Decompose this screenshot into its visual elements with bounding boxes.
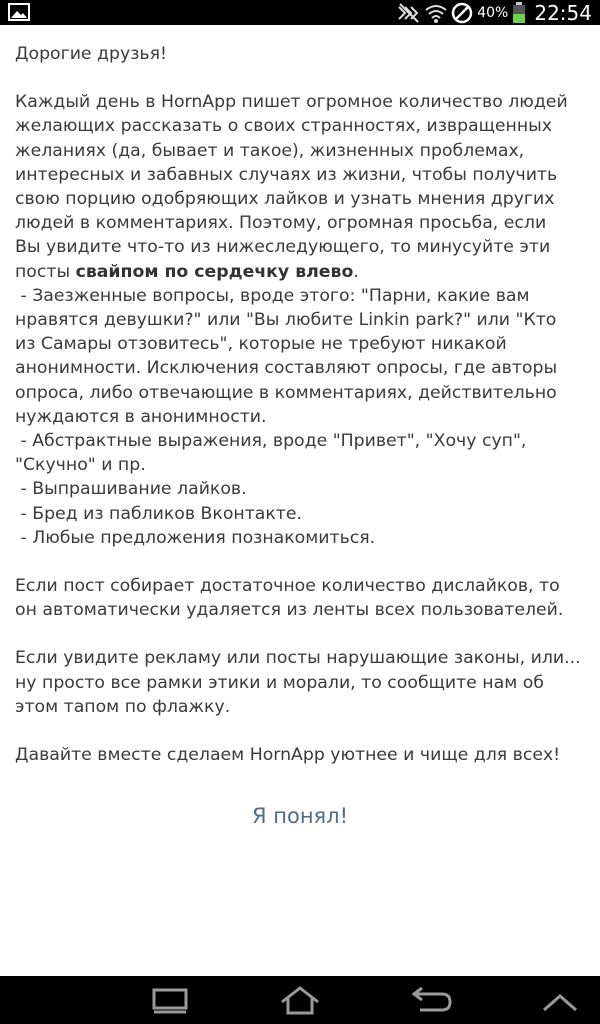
intro-line: людей в комментариях. Поэтому, огромная просьба, если [15,213,547,234]
navigation-bar [0,976,600,1024]
greeting: Дорогие друзья! [15,44,167,64]
list-line: опроса, либо отвечающие в комментариях, действительно [15,382,557,403]
list-line: из Самары отзовитесь", которые не требуют никакой [15,334,507,355]
report-line: этом тапом по флажку. [15,696,231,717]
menu-up-icon[interactable] [530,986,590,1016]
dislike-line: он автоматически удаляется из ленты всех пользователей. [15,600,564,621]
gallery-icon [8,3,30,21]
report-line: Если увидите рекламу или посты нарушающие законы, или... [15,648,581,669]
intro-line: интересных и забавных случаях из жизни, чтобы получить [15,164,558,185]
battery-icon [512,2,526,24]
intro-line: свою порцию одобряющих лайков и узнать мнения других [15,189,555,210]
list-line: анонимности. Исключения составляют опросы, где авторы [15,358,558,379]
home-icon[interactable] [270,986,330,1016]
back-icon[interactable] [400,986,460,1016]
dislike-line: Если пост собирает достаточное количество дислайков, то [15,576,560,597]
recent-apps-icon[interactable] [140,986,200,1016]
list-line: нравятся девушки?" или "Вы любите Linkin park?" или "Кто [15,310,557,331]
battery-percent: 40% [477,4,509,21]
intro-line: Вы увидите что-то из нижеследующего, то минусуйте эти [15,237,551,258]
ok-button[interactable]: Я понял! [251,804,349,828]
intro-tail-prefix: посты [15,261,76,282]
clock: 22:54 [534,0,592,25]
list-line: "Скучно" и пр. [15,455,146,476]
notice-text [15,42,590,767]
intro-line: Каждый день в HornApp пишет огромное количество людей [15,92,568,113]
blocked-icon [451,2,473,24]
intro-line: желаниях (да, бывает и такое), жизненных проблемах, [15,140,525,161]
list-line: - Выпрашивание лайков. [15,479,247,500]
mute-icon [397,3,421,23]
intro-paragraph [15,90,590,550]
dislike-paragraph [15,574,590,622]
list-line: - Заезженные вопросы, вроде этого: "Парни, какие вам [15,285,530,306]
list-line: - Любые предложения познакомиться. [15,527,376,548]
report-line: ну просто все рамки этики и морали, то сообщите нам об [15,672,544,693]
report-paragraph [15,646,590,719]
intro-line: желающих рассказать о своих странностях, извращенных [15,116,553,137]
status-bar [0,0,600,25]
list-line: - Бред из пабликов Вконтакте. [15,503,302,524]
closing-line: Давайте вместе сделаем HornApp уютнее и чище для всех! [15,745,561,766]
swipe-instruction: свайпом по сердечку влево [75,261,354,282]
wifi-icon [425,3,447,23]
list-line: - Абстрактные выражения, вроде "Привет", "Хочу суп", [15,431,527,452]
intro-tail-suffix: . [353,261,359,282]
list-line: нуждаются в анонимности. [15,406,267,427]
